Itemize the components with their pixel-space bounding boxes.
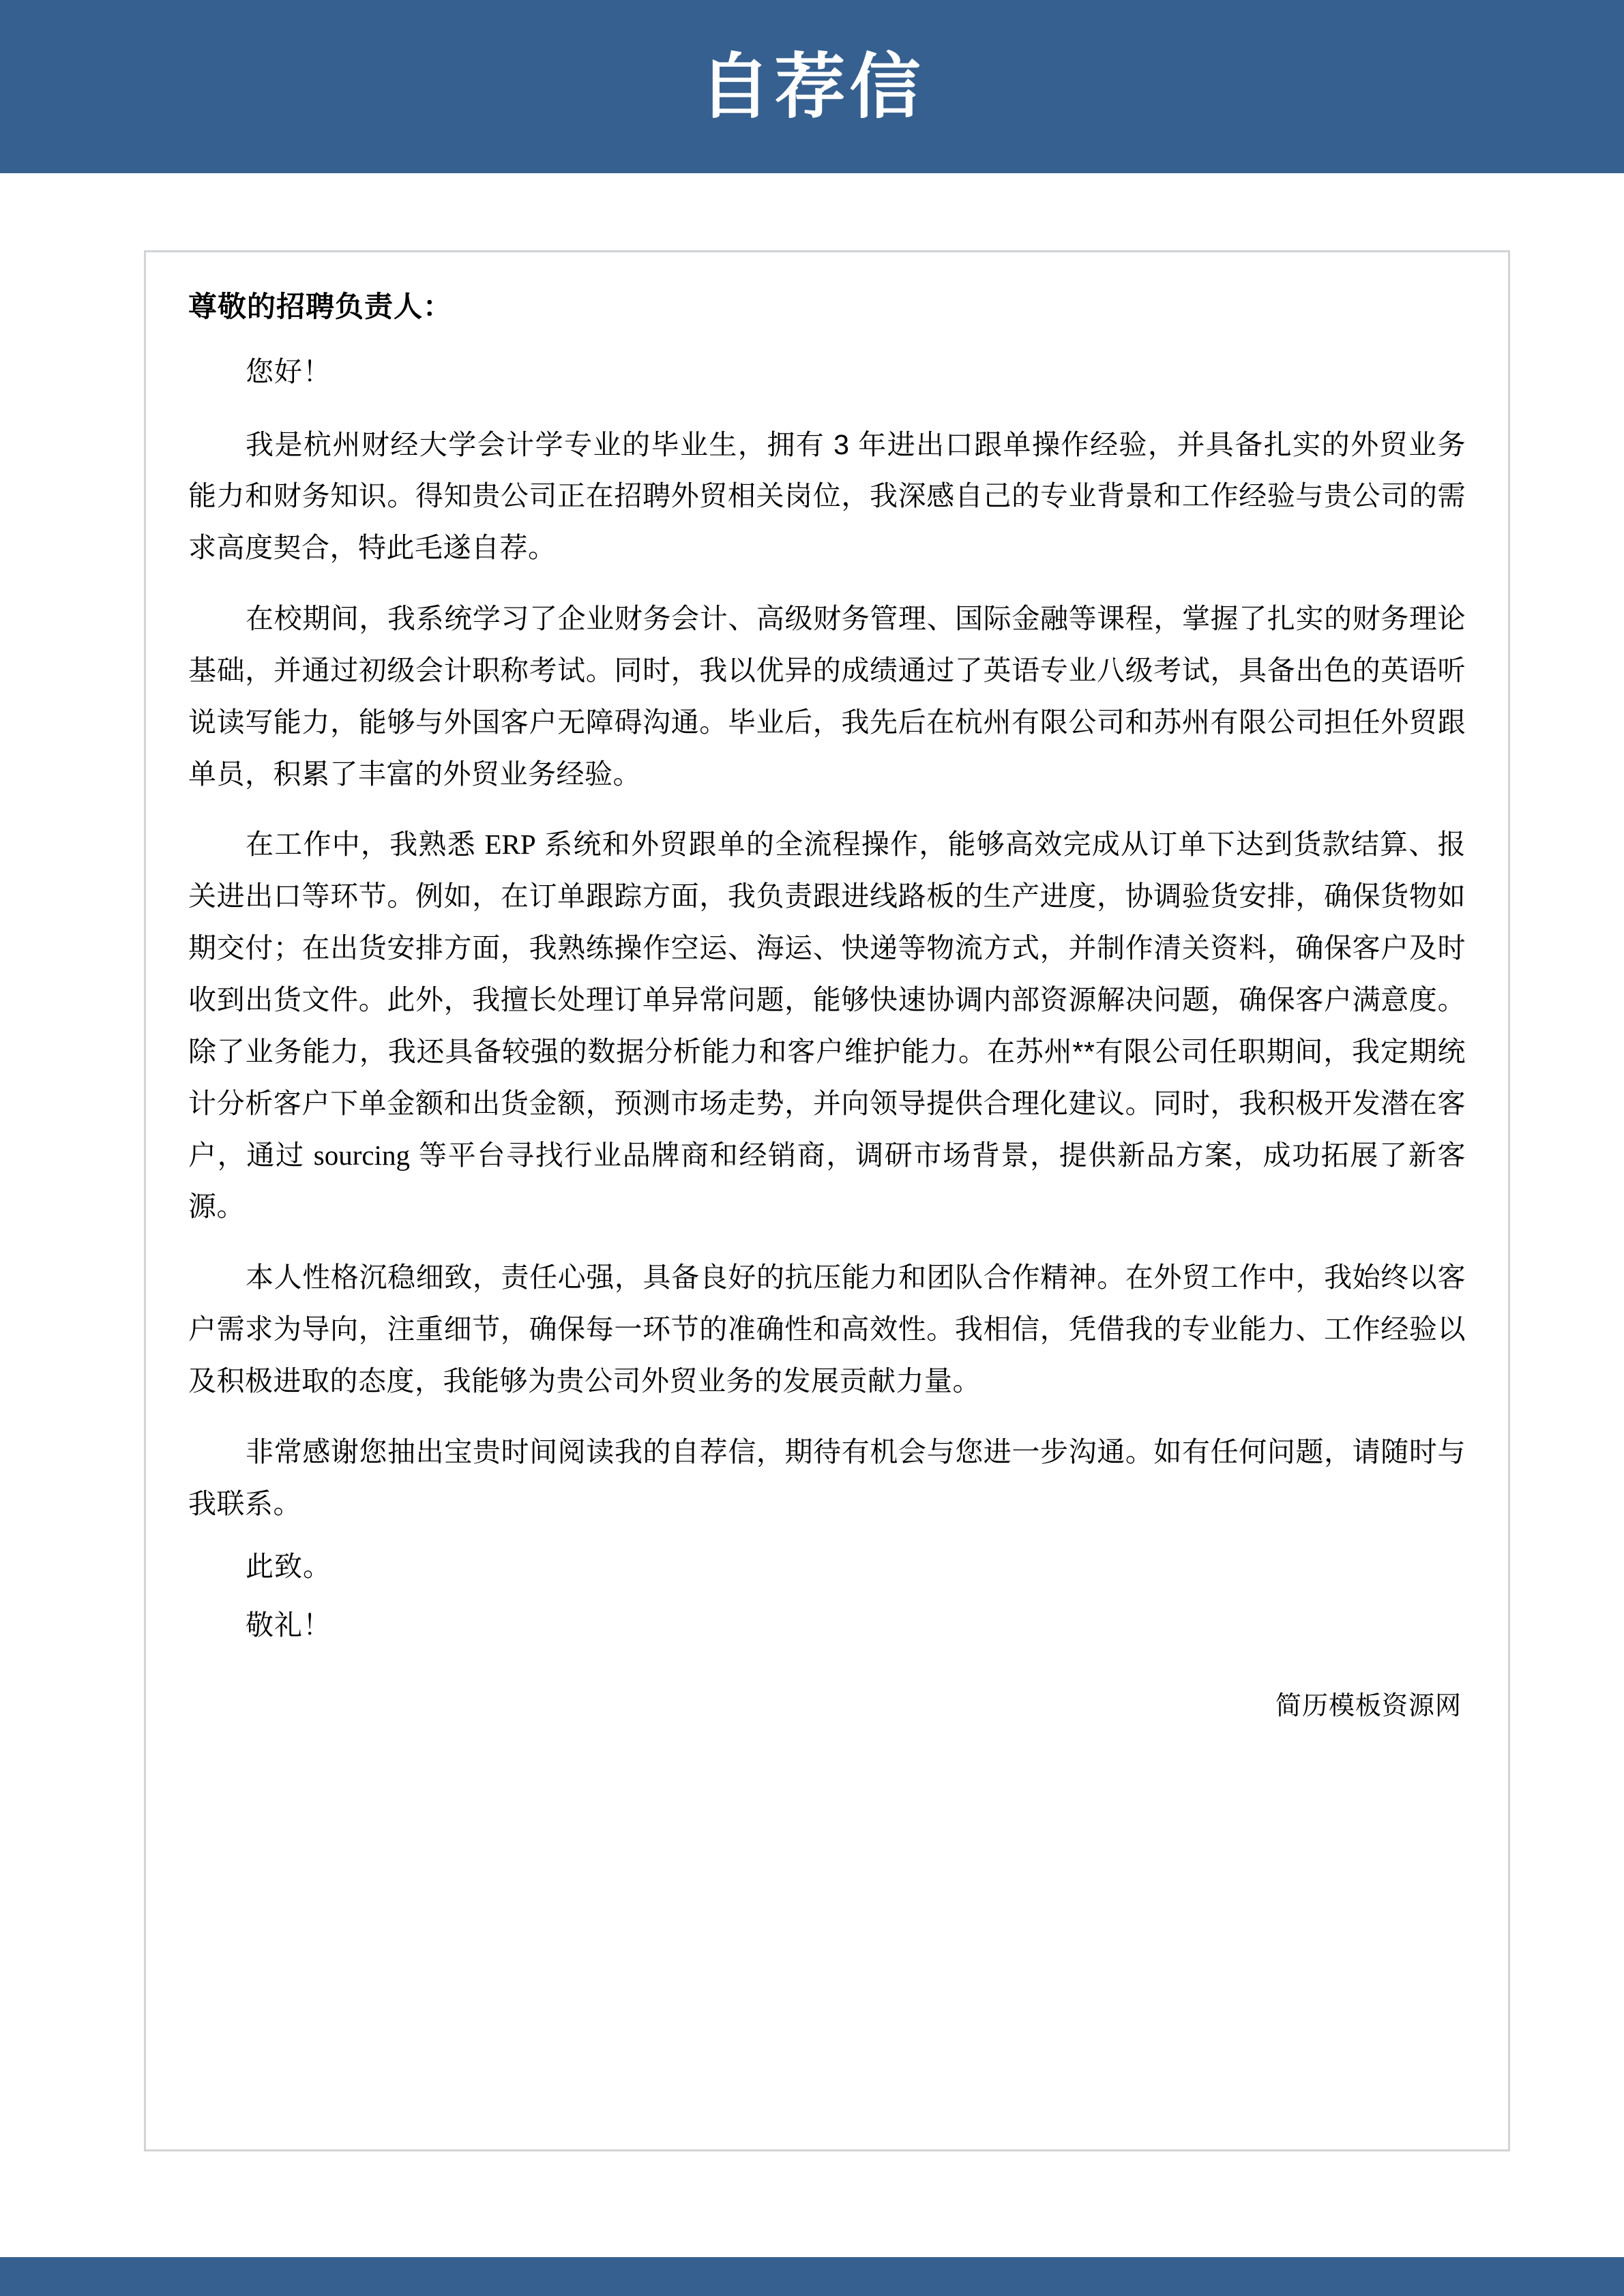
erp-term: ERP [484,829,536,861]
paragraph-work-experience-text-a: 在工作中，我熟悉 [246,829,485,861]
letter-inner [146,252,1508,1722]
letter-content-frame [144,250,1510,2151]
paragraph-work-experience [188,819,1466,1233]
paragraph-intro-text: 我是杭州财经大学会计学专业的毕业生，拥有 3 年进出口跟单操作经验，并具备扎实的外贸业务能力和财务知识。得知贵公司正在招聘外贸相关岗位，我深感自己的专业背景和工作经验与贵公司的需求高度契合，特此毛遂自荐。 [188,428,1466,564]
paragraph-personality [188,1252,1466,1407]
header-banner [0,0,1624,173]
paragraph-thanks [188,1427,1466,1530]
salutation: 尊敬的招聘负责人： [188,290,453,323]
closing-line-1: 此致。 [246,1551,331,1583]
paragraph-thanks-text: 非常感谢您抽出宝贵时间阅读我的自荐信，期待有机会与您进一步沟通。如有任何问题，请随时与我联系。 [188,1435,1466,1519]
greeting-line: 您好！ [246,356,331,388]
paragraph-education [188,593,1466,800]
paragraph-intro [188,419,1466,575]
signature: 简历模板资源网 [1275,1692,1462,1721]
closing-line-2: 敬礼！ [246,1609,331,1641]
paragraph-education-text: 在校期间，我系统学习了企业财务会计、高级财务管理、国际金融等课程，掌握了扎实的财务理论基础，并通过初级会计职称考试。同时，我以优异的成绩通过了英语专业八级考试，具备出色的英语听说读写能力，能够与外国客户无障碍沟通。毕业后，我先后在杭州有限公司和苏州有限公司担任外贸跟单员，积累了丰富的外贸业务经验。 [188,603,1466,790]
sourcing-term: sourcing [313,1139,410,1171]
footer-banner [0,2257,1624,2296]
paragraph-work-experience-text-c: 等平台寻找行业品牌商和经销商，调研市场背景，提供新品方案，成功拓展了新客源。 [188,1139,1466,1223]
paragraph-work-experience-text-b: 系统和外贸跟单的全流程操作，能够高效完成从订单下达到货款结算、报关进出口等环节。例如，在订单跟踪方面，我负责跟进线路板的生产进度，协调验货安排，确保货物如期交付；在出货安排方面，我熟练操作空运、海运、快递等物流方式，并制作清关资料，确保客户及时收到出货文件。此外，我擅长处理订单异常问题，能够快速协调内部资源解决问题，确保客户满意度。除了业务能力，我还具备较强的数据分析能力和客户维护能力。在苏州**有限公司任职期间，我定期统计分析客户下单金额和出货金额，预测市场走势，并向领导提供合理化建议。同时，我积极开发潜在客户，通过 [188,829,1466,1171]
paragraph-personality-text: 本人性格沉稳细致，责任心强，具备良好的抗压能力和团队合作精神。在外贸工作中，我始终以客户需求为导向，注重细节，确保每一环节的准确性和高效性。我相信，凭借我的专业能力、工作经验以及积极进取的态度，我能够为贵公司外贸业务的发展贡献力量。 [188,1262,1466,1397]
page-title: 自荐信 [699,45,925,128]
